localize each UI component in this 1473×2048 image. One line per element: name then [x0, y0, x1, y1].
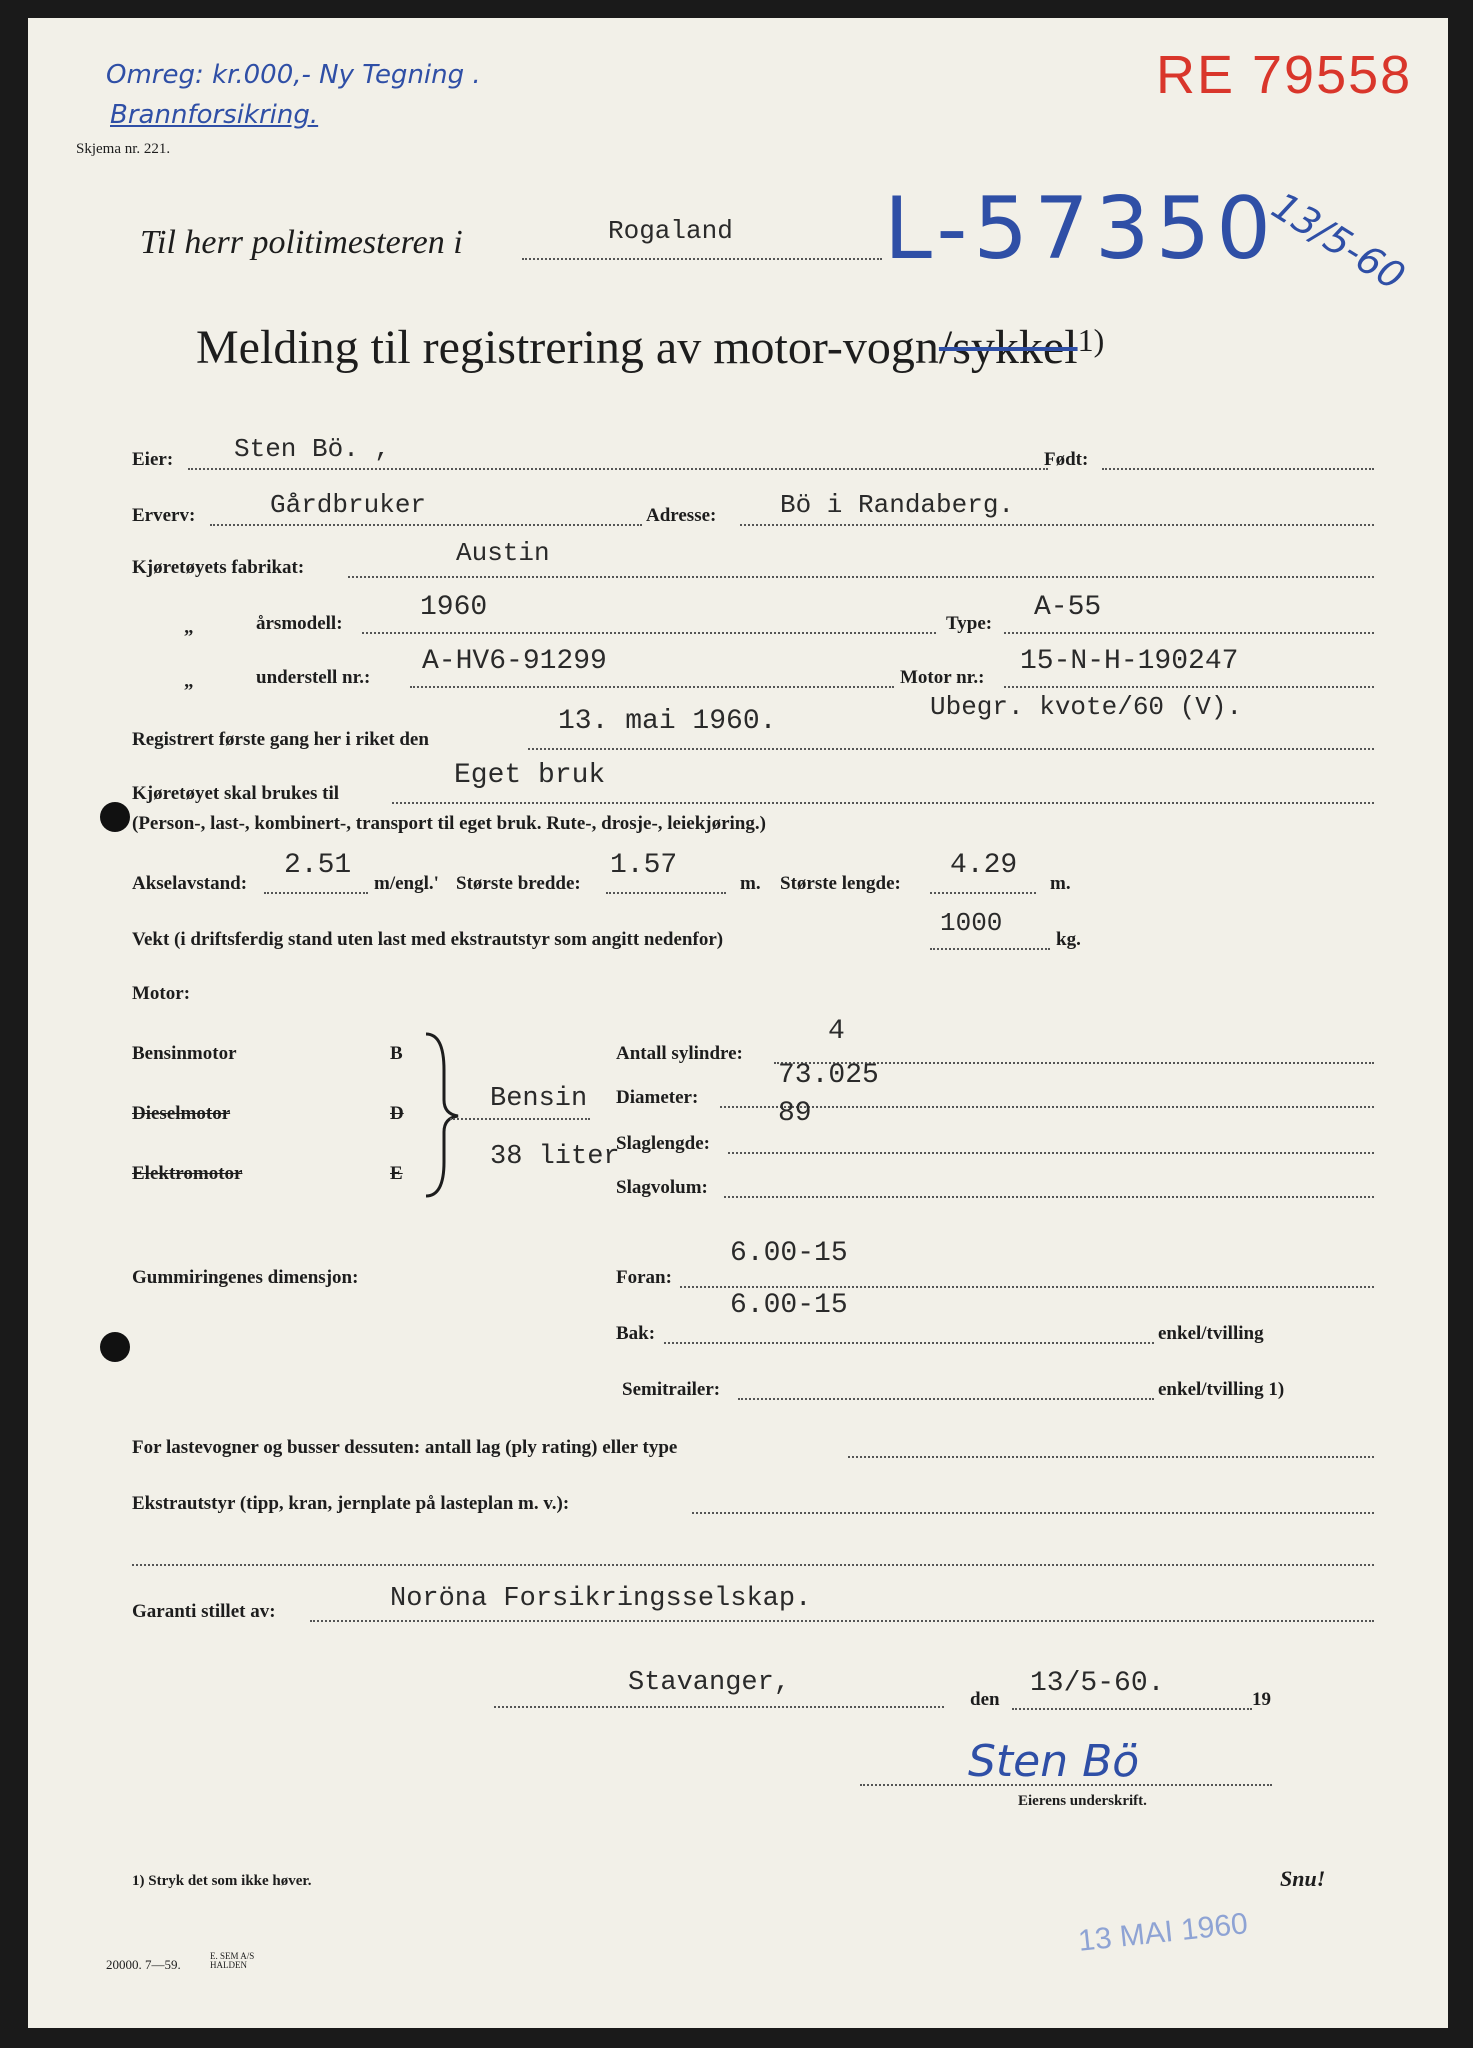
tank-value: 38 liter [490, 1142, 620, 1172]
stamp-number: RE 79558 [1156, 45, 1413, 105]
elektro-label: Elektromotor [132, 1163, 243, 1184]
vekt-value: 1000 [940, 908, 1003, 938]
lengde-value: 4.29 [950, 850, 1018, 881]
den-label: den [970, 1689, 1000, 1710]
slaglengde-dotted-line [728, 1152, 1374, 1154]
bredde-unit: m. [740, 873, 761, 894]
brukes-value: Eget bruk [454, 760, 606, 791]
bak-enkel-tvilling: enkel/tvilling [1158, 1323, 1264, 1344]
ditto-mark-2: „ [184, 671, 194, 692]
form-title [196, 321, 1105, 374]
semitrailer-enkel-tvilling: enkel/tvilling 1) [1158, 1379, 1285, 1400]
diameter-dotted-line [720, 1106, 1374, 1108]
semitrailer-dotted-line [738, 1398, 1154, 1400]
brukes-dotted-line [392, 802, 1374, 804]
diameter-label: Diameter: [616, 1087, 699, 1108]
print-info: 20000. 7—59. [106, 1957, 181, 1972]
ekstrautstyr-dotted-line-2 [132, 1564, 1374, 1566]
punch-hole-bottom [100, 1332, 130, 1362]
slagvolum-label: Slagvolum: [616, 1177, 708, 1198]
diameter-value: 73.025 [778, 1060, 879, 1091]
elektro-code: E [390, 1163, 403, 1184]
semitrailer-label: Semitrailer: [622, 1379, 721, 1400]
adresse-dotted-line [740, 524, 1374, 526]
title-suffix: 1) [1077, 322, 1105, 358]
erverv-dotted-line [210, 524, 642, 526]
eier-value: Sten Bö. , [234, 434, 391, 464]
foran-value: 6.00-15 [730, 1238, 848, 1269]
date-value: 13/5-60. [1030, 1668, 1165, 1699]
fodt-dotted-line [1102, 468, 1374, 470]
diesel-label: Dieselmotor [132, 1103, 231, 1124]
lengde-label: Største lengde: [780, 873, 901, 894]
footnote: 1) Stryk det som ikke høver. [132, 1873, 312, 1889]
aksel-value: 2.51 [284, 850, 352, 881]
registrert-value: 13. mai 1960. [558, 706, 777, 737]
bak-dotted-line [664, 1342, 1154, 1344]
foran-dotted-line [680, 1286, 1374, 1288]
arsmodell-value: 1960 [420, 592, 488, 623]
slaglengde-value: 89 [778, 1098, 812, 1129]
slagvolum-dotted-line [724, 1196, 1374, 1198]
punch-hole-top [100, 802, 130, 832]
reg-date: 13/5-60 [1264, 183, 1413, 299]
owner-signature: Sten Bö [968, 1736, 1140, 1787]
registrert-label: Registrert første gang her i riket den [132, 729, 429, 750]
bredde-value: 1.57 [610, 850, 678, 881]
tire-dim-label: Gummiringenes dimensjon: [132, 1267, 359, 1288]
foran-label: Foran: [616, 1267, 672, 1288]
bak-label: Bak: [616, 1323, 656, 1344]
handwritten-note-line1: Omreg: kr.000,- Ny Tegning . [106, 60, 481, 90]
lengde-unit: m. [1050, 873, 1071, 894]
to-dotted-line [522, 258, 882, 260]
quota-value: Ubegr. kvote/60 (V). [930, 692, 1243, 722]
bak-value: 6.00-15 [730, 1290, 848, 1321]
fuel-dotted-line [450, 1118, 590, 1120]
motor-nr-dotted-line [1004, 686, 1374, 688]
underskrift-label: Eierens underskrift. [1018, 1793, 1147, 1809]
type-value: A-55 [1034, 592, 1102, 623]
signature-dotted-line [860, 1784, 1272, 1786]
form-number: Skjema nr. 221. [76, 141, 171, 157]
eier-label: Eier: [132, 449, 174, 470]
slaglengde-label: Slaglengde: [616, 1133, 710, 1154]
fuel-value: Bensin [490, 1084, 588, 1114]
title-prefix: Melding til registrering av motor-vogn [196, 321, 939, 374]
vekt-label: Vekt (i driftsferdig stand uten last med ekstrautstyr som angitt nedenfor) [132, 929, 724, 950]
type-dotted-line [1004, 632, 1374, 634]
understell-dotted-line [410, 686, 894, 688]
motor-nr-label: Motor nr.: [900, 667, 985, 688]
brace-icon [418, 1030, 468, 1200]
eier-dotted-line [188, 468, 1048, 470]
date-dotted-line [1012, 1708, 1252, 1710]
arsmodell-dotted-line [362, 632, 936, 634]
erverv-value: Gårdbruker [270, 490, 427, 520]
diesel-code: D [390, 1103, 404, 1124]
reg-number: L-57350 [884, 179, 1278, 279]
ditto-mark-1: „ [184, 617, 194, 638]
year-prefix: 19 [1252, 1689, 1271, 1710]
vekt-unit: kg. [1056, 929, 1081, 950]
fabrikat-label: Kjøretøyets fabrikat: [132, 557, 305, 578]
bredde-dotted-line [606, 892, 726, 894]
motor-nr-value: 15-N-H-190247 [1020, 646, 1239, 677]
sylindre-label: Antall sylindre: [616, 1043, 743, 1064]
understell-value: A-HV6-91299 [422, 646, 607, 677]
garanti-value: Noröna Forsikringsselskap. [390, 1584, 812, 1614]
motor-label: Motor: [132, 983, 191, 1004]
lastevogner-label: For lastevogner og busser dessuten: antall lag (ply rating) eller type [132, 1437, 678, 1458]
lengde-dotted-line [930, 892, 1036, 894]
garanti-dotted-line [310, 1620, 1374, 1622]
fabrikat-value: Austin [456, 538, 550, 568]
received-stamp: 13 MAI 1960 [1076, 1907, 1250, 1958]
arsmodell-label: årsmodell: [256, 613, 343, 634]
snu-label: Snu! [1280, 1866, 1326, 1891]
to-value: Rogaland [608, 216, 733, 246]
usage-options: (Person-, last-, kombinert-, transport til eget bruk. Rute-, drosje-, leiekjøring.) [132, 813, 766, 834]
bensin-code: B [390, 1043, 403, 1064]
to-label: Til herr politimesteren i [140, 224, 463, 261]
place-value: Stavanger, [628, 1668, 791, 1698]
fodt-label: Født: [1044, 449, 1089, 470]
aksel-unit: m/engl.' [374, 873, 439, 894]
type-label: Type: [946, 613, 993, 634]
bensin-label: Bensinmotor [132, 1043, 237, 1064]
erverv-label: Erverv: [132, 505, 196, 526]
printer-info: E. SEM A/S HALDEN [210, 1951, 255, 1970]
lastevogner-dotted-line [848, 1456, 1374, 1458]
understell-label: understell nr.: [256, 667, 371, 688]
sylindre-value: 4 [828, 1016, 845, 1047]
brukes-label: Kjøretøyet skal brukes til [132, 783, 340, 804]
title-struck: /sykkel [938, 321, 1078, 374]
ekstrautstyr-label: Ekstrautstyr (tipp, kran, jernplate på lasteplan m. v.): [132, 1493, 570, 1514]
vekt-dotted-line [930, 948, 1050, 950]
fabrikat-dotted-line [348, 576, 1374, 578]
registrert-dotted-line [528, 748, 1374, 750]
aksel-dotted-line [264, 892, 368, 894]
handwritten-note-line2: Brannforsikring. [110, 100, 319, 130]
ekstrautstyr-dotted-line [692, 1512, 1374, 1514]
place-dotted-line [494, 1706, 944, 1708]
bredde-label: Største bredde: [456, 873, 581, 894]
form-sheet [28, 18, 1448, 2028]
adresse-label: Adresse: [646, 505, 717, 526]
aksel-label: Akselavstand: [132, 873, 248, 894]
adresse-value: Bö i Randaberg. [780, 490, 1015, 520]
garanti-label: Garanti stillet av: [132, 1601, 276, 1622]
